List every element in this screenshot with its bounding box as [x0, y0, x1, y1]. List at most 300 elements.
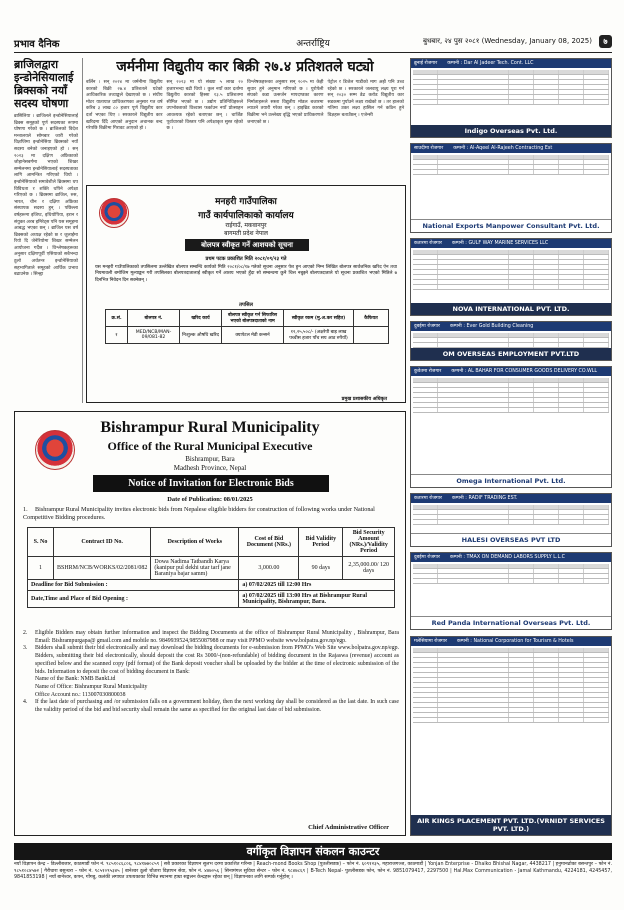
- table-cell: [584, 260, 609, 264]
- table-cell: [534, 75, 559, 79]
- table-cell: [438, 663, 509, 667]
- table-cell: [534, 505, 559, 509]
- table-cell: [413, 713, 438, 717]
- job-ad-header-text: ब्रुनाई रोजगार: [414, 61, 438, 66]
- table-cell: [559, 574, 584, 578]
- table-cell: [534, 673, 559, 677]
- notice-office-sub: गाउँ कार्यपालिकाको कार्यालय: [198, 211, 294, 221]
- table-cell: [534, 510, 559, 514]
- table-cell: [559, 505, 584, 509]
- table-cell: [534, 90, 559, 94]
- table-cell: [509, 75, 534, 79]
- table-cell: [438, 155, 509, 159]
- table-cell: [534, 688, 559, 692]
- job-ad: [410, 552, 612, 630]
- point-number: [23, 676, 35, 684]
- table-cell: [438, 398, 509, 402]
- table-cell: [584, 648, 609, 652]
- table-cell: [438, 569, 509, 573]
- table-cell: [534, 520, 559, 524]
- table-cell: [438, 658, 509, 662]
- table-header: Contract ID No.: [54, 528, 151, 557]
- table-cell: [413, 260, 438, 264]
- table-cell: [509, 408, 534, 412]
- table-cell: [559, 693, 584, 697]
- table-cell: [534, 658, 559, 662]
- table-cell: [534, 698, 559, 702]
- table-cell: [438, 520, 509, 524]
- table-cell: [413, 265, 438, 269]
- job-ad-table: [413, 505, 609, 525]
- job-ad-table: [413, 70, 609, 105]
- job-ad-header-text: कतारमा रोजगार: [414, 241, 442, 246]
- table-cell: [559, 80, 584, 84]
- table-cell: [438, 75, 509, 79]
- table-cell: [413, 255, 438, 259]
- table-cell: [534, 100, 559, 104]
- table-cell: [534, 703, 559, 707]
- table-cell: [413, 383, 438, 387]
- table-cell: [559, 688, 584, 692]
- job-ad-header: [411, 637, 611, 646]
- table-cell: [559, 673, 584, 677]
- municipality-title: Bishrampur Rural Municipality: [100, 419, 320, 436]
- table-cell: [413, 95, 438, 99]
- table-cell: [559, 683, 584, 687]
- table-cell: [413, 170, 438, 174]
- table-cell: [559, 515, 584, 519]
- job-ad: [410, 321, 612, 361]
- table-cell: [534, 170, 559, 174]
- classified-counters: नयाँ विज्ञापन केन्द्र – डिल्लीबजार, काठमाडौं फोन नं. ९८५१०८६८०६, ९८४१७७०८५९ | सबै प्रकारका विज्ञापन सुलभ दरमा प्रकाशित गरिन्छ | Reach-mond Books Shop (पुतलीसडक) – फोन नं. ६०९१२३५, महाराजगञ्ज, काठमाडौं | Yonjan Enterprise - Dhalko Bhishal Nagar, 4438217 | हनुमानढोका बसन्तपुर – फोन नं. ९८५१०८४५७२ | गैरीधारा बसुन्धरा – फोन नं. ९८५१०९५३४५ | बानेश्वर ठूलो चौतारा विज्ञापन सेवा, फोन नं. ४४७०५६ | सिनामंगल सुविधा सेन्टर – फोन नं. ९८४७८६९ | B-Tech Nepal- पुतलीसडक फोन, फोन नं. 9851079417, 2297500 | Hal.Max Communication - Jamal Kathmandu, 4224181, 4245457, 9841853198 | नयाँ बानेश्वर, कपन, गोंगबु, कलंकी लगायत उपत्यकाका विभिन्न स्थानमा हाम्रा सङ्कलन केन्द्रहरू रहेका छन् | विज्ञापनका लागि सम्पर्क गर्नुहोस् ।: [14, 862, 612, 881]
- table-cell: [559, 338, 584, 342]
- table-cell: [559, 648, 584, 652]
- table-row: [413, 408, 609, 413]
- table-cell: [509, 165, 534, 169]
- table-cell: [509, 520, 534, 524]
- notice-paragraph: यस मनहरी गाउँपालिकाको तपसिलमा उल्लेखित बोलपत्र सम्बन्धि कार्यको मिति २०८१/०८/१७ गतेको सूचना अनुसार पेश हुन आएको निम्न लिखित बोलपत्र सार्वजनिक खरिद ऐन तथा नियमावली बमोजिम मूल्याङ्कन गरी तपसिलका बोलपत्रदातालाई स्वीकृत गर्ने आशय भएको हुँदा सो सम्बन्धमा कुनै चित्त नबुझ्ने बोलपत्रदाताले यो सूचना प्रकाशित भएको मितिले ७ दिनभित्र निवेदन दिन सक्नेछन् ।: [95, 265, 397, 283]
- table-header: क्र.सं.: [106, 310, 128, 327]
- table-cell: [413, 90, 438, 94]
- table-cell: Dowa Nadima Tatbandh Karya (kanipur pul dekhi utar tarf jane Baraniya bajar samm): [151, 557, 239, 580]
- table-cell: [559, 569, 584, 573]
- table-cell: [559, 564, 584, 568]
- table-cell: [438, 564, 509, 568]
- job-ad-header: [411, 494, 611, 503]
- table-cell: 3,000.00: [239, 557, 299, 580]
- table-cell: [559, 90, 584, 94]
- table-header-row: [106, 310, 389, 327]
- notice-title: Notice of Invitation for Electronic Bids: [93, 475, 329, 492]
- table-cell: [509, 653, 534, 657]
- table-cell: [584, 663, 609, 667]
- table-cell: [509, 388, 534, 392]
- deadline-row: [28, 580, 395, 591]
- table-cell: [509, 250, 534, 254]
- table-cell: [534, 648, 559, 652]
- table-cell: [559, 155, 584, 159]
- office-province: Madhesh Province, Nepal: [173, 464, 247, 472]
- table-cell: [438, 698, 509, 702]
- table-cell: [534, 95, 559, 99]
- table-cell: [584, 250, 609, 254]
- table-cell: [559, 703, 584, 707]
- table-header: खरिद कार्य: [180, 310, 222, 327]
- table-cell: [534, 270, 559, 274]
- table-cell: [413, 338, 438, 342]
- table-cell: क्यापेटल मेडी कन्सर्न: [222, 327, 284, 344]
- table-cell: [534, 663, 559, 667]
- table-cell: [584, 574, 609, 578]
- table-cell: [509, 343, 534, 347]
- table-cell: [534, 260, 559, 264]
- office-address: Bishrampur, Bara: [185, 455, 235, 463]
- table-cell: [559, 520, 584, 524]
- table-cell: [438, 393, 509, 397]
- point-text: Office Account no.: 113007030800038: [35, 691, 126, 698]
- table-cell: 2,35,000.00/ 120 days: [343, 557, 395, 580]
- notice-publish-date: प्रथम पटक प्रकाशित मिति २०८१/०९/२३ गते: [205, 256, 287, 262]
- table-cell: [559, 668, 584, 672]
- table-cell: [438, 260, 509, 264]
- table-cell: [413, 250, 438, 254]
- table-cell: [438, 170, 509, 174]
- table-cell: [559, 70, 584, 74]
- table-cell: [584, 683, 609, 687]
- table-cell: [584, 510, 609, 514]
- table-cell: [438, 270, 509, 274]
- issue-date: बुधबार, २४ पुस २०८१ (Wednesday, January 08, 2025): [422, 37, 592, 45]
- table-cell: [509, 703, 534, 707]
- table-cell: [584, 668, 609, 672]
- table-cell: [413, 80, 438, 84]
- table-cell: [509, 95, 534, 99]
- table-cell: [509, 574, 534, 578]
- table-cell: [509, 280, 534, 284]
- table-cell: [509, 564, 534, 568]
- table-cell: [559, 383, 584, 387]
- table-cell: [559, 398, 584, 402]
- table-cell: [559, 160, 584, 164]
- table-cell: [534, 165, 559, 169]
- table-cell: [509, 70, 534, 74]
- table-cell: [438, 703, 509, 707]
- table-row: [106, 327, 389, 344]
- table-cell: [413, 275, 438, 279]
- deadline-value: a) 07/02/2025 till 12:00 Hrs: [239, 580, 395, 591]
- invitation-paragraph: [23, 506, 399, 522]
- job-ad-header-text: कम्पनी : Dar Al Jadeer Tech. Cont. LLC: [447, 61, 534, 66]
- table-cell: [438, 160, 509, 164]
- table-cell: [509, 683, 534, 687]
- table-cell: [413, 408, 438, 412]
- table-cell: [559, 170, 584, 174]
- table-cell: [584, 255, 609, 259]
- table-cell: [584, 708, 609, 712]
- table-cell: [534, 275, 559, 279]
- table-cell: [509, 383, 534, 387]
- news-column: विश्लेषकहरूका अनुसार सन् २०२५ मा केही सुधार हुने अनुमान गरिएको छ । युरोपेली संघको कडा उत्सर्जन मापदण्डका कारण निर्माताहरूले सस्ता विद्युतीय मोडल बजारमा ल्याउने तयारी गरेका छन् । हाइब्रिड कारको बिक्रीमा भने उल्लेख्य वृद्धि भएको प्राधिकरणले जनाएको छ ।: [247, 80, 324, 125]
- table-row: [413, 579, 609, 584]
- job-ad-table: [413, 250, 609, 290]
- table-header: बोलपत्र नं.: [128, 310, 180, 327]
- notice-address: राईगाउँ, मकवानपुर: [225, 222, 267, 229]
- table-cell: [559, 333, 584, 337]
- table-cell: [534, 393, 559, 397]
- job-ad-header-text: कम्पनी : Ever Gold Building Cleaning: [449, 324, 534, 329]
- table-cell: [509, 688, 534, 692]
- table-cell: [438, 708, 509, 712]
- table-cell: [584, 388, 609, 392]
- table-cell: [534, 378, 559, 382]
- agency-name: Red Panda International Overseas Pvt. Ltd.: [411, 616, 611, 629]
- list-item: [23, 630, 399, 645]
- table-cell: [534, 713, 559, 717]
- main-news-columns: [86, 80, 404, 133]
- agency-name: Indigo Overseas Pvt. Ltd.: [411, 125, 611, 137]
- table-cell: [509, 698, 534, 702]
- job-ad-header-text: मलेसियामा रोजगार: [414, 639, 447, 644]
- table-cell: [509, 515, 534, 519]
- job-ad: [410, 366, 612, 488]
- table-cell: [509, 398, 534, 402]
- notice-signature: प्रमुख प्रशासकीय अधिकृत: [341, 397, 387, 402]
- table-cell: [413, 683, 438, 687]
- table-cell: [584, 693, 609, 697]
- table-cell: [534, 408, 559, 412]
- table-cell: [413, 285, 438, 289]
- agency-name: HALESI OVERSEAS PVT LTD: [411, 533, 611, 546]
- table-cell: [438, 383, 509, 387]
- table-cell: [413, 403, 438, 407]
- table-header: Cost of Bid Document (NRs.): [239, 528, 299, 557]
- table-cell: [584, 95, 609, 99]
- table-cell: [584, 520, 609, 524]
- news-column: पेट्रोल र डिजेल गाडीको माग अझै पनि उच्च रहेको छ । सरकारले जलवायु लक्ष्य पूरा गर्न सन् २०३० सम्म डेढ करोड विद्युतीय कार सडकमा पुर्याउने लक्ष्य राखेको छ । तर हालको गतिमा उक्त लक्ष्य हासिल गर्न कठिन हुने विज्ञहरू बताउँछन् । एजेन्सी: [327, 80, 404, 118]
- table-cell: [584, 688, 609, 692]
- table-cell: [509, 505, 534, 509]
- table-cell: [584, 673, 609, 677]
- table-cell: [534, 160, 559, 164]
- table-cell: [584, 75, 609, 79]
- table-cell: [534, 155, 559, 159]
- table-cell: १: [106, 327, 128, 344]
- table-cell: [584, 270, 609, 274]
- manhari-notice: [86, 185, 406, 403]
- table-cell: [509, 265, 534, 269]
- table-cell: [559, 275, 584, 279]
- table-cell: [438, 668, 509, 672]
- agency-name: NOVA INTERNATIONAL PVT. LTD.: [411, 303, 611, 315]
- table-cell: [534, 683, 559, 687]
- table-header: Bid Validity Period: [299, 528, 343, 557]
- table-cell: [509, 708, 534, 712]
- table-cell: MED/NCB/MAN-09/081-82: [128, 327, 180, 344]
- left-news-body: ब्रासिलिया । ब्राजिलले इन्डोनेसियालाई ब्रिक्स समूहको पूर्ण सदस्यका रूपमा घोषणा गरेको छ । ब्राजिलको विदेश मन्त्रालयले सोमबार जारी गरेको विज्ञप्तिमा इन्डोनेसिया ब्रिक्सको नयाँ सदस्य बनेको जनाइएको हो । सन् २०२३ मा दक्षिण अफ्रिकाको जोहानेसबर्गमा भएको शिखर सम्मेलनमा इन्डोनेसियालाई सदस्यताका लागि आमन्त्रित गरिएको थियो । इन्डोनेसियाको समावेशीले ब्रिक्समा थप विविधता र शक्ति थपिने अपेक्षा गरिएको छ । ब्रिक्समा ब्राजिल, रुस, भारत, चीन र दक्षिण अफ्रिका संस्थापक सदस्य हुन् । पछिल्ला वर्षहरूमा इजिप्ट, इथियोपिया, इरान र संयुक्त अरब इमिरेट्स पनि यस समूहमा आबद्ध भएका छन् । ब्राजिल यस वर्ष ब्रिक्सको अध्यक्ष रहेको छ र जुलाईमा रियो दि जेनेरियोमा शिखर सम्मेलन आयोजना गर्दैछ । विश्लेषकहरूका अनुसार दक्षिणपूर्वी एसियाको सबैभन्दा ठूलो अर्थतन्त्र इन्डोनेसियाको सहभागिताले समूहको आर्थिक प्रभाव बढाउनेछ । सिन्ह्वा: [14, 114, 78, 278]
- job-ad-header: [411, 553, 611, 562]
- table-cell: [413, 388, 438, 392]
- table-cell: [509, 393, 534, 397]
- paragraph-text: Bishrampur Rural Municipality invites electronic bids from Nepalese eligible bidders for construction of following works under National Competitive Bidding procedures.: [23, 506, 375, 521]
- point-text: Name of Office: Bishrampur Rural Municipality: [35, 683, 148, 690]
- table-cell: [584, 393, 609, 397]
- table-cell: [413, 663, 438, 667]
- table-cell: [413, 333, 438, 337]
- table-cell: [559, 165, 584, 169]
- table-cell: [509, 90, 534, 94]
- table-cell: [438, 70, 509, 74]
- column-divider: [82, 58, 83, 403]
- table-cell: [438, 408, 509, 412]
- table-cell: [534, 579, 559, 583]
- point-text: Eligible Bidders may obtain further information and inspect the Bidding Documents at the office of Bishrampur Rural Municipality , Bishrampur, Bara Email: Bishrampurgapa@ gmail.com and mobile no. 9849939524,9855087988 or may visit PPMO website www.bolpatra.gov.np/egp.: [35, 630, 399, 644]
- table-cell: [438, 95, 509, 99]
- table-cell: [584, 285, 609, 289]
- table-cell: [559, 388, 584, 392]
- table-cell: [534, 85, 559, 89]
- table-header: Description of Works: [151, 528, 239, 557]
- table-cell: [584, 155, 609, 159]
- table-cell: [534, 280, 559, 284]
- job-ad-header-text: दुबईमा रोजगार: [414, 324, 440, 329]
- table-cell: [413, 718, 438, 722]
- table-cell: [438, 265, 509, 269]
- deadline-label: Deadline for Bid Submission :: [28, 580, 239, 591]
- table-cell: [584, 333, 609, 337]
- table-cell: [559, 403, 584, 407]
- table-cell: [534, 574, 559, 578]
- table-cell: [509, 333, 534, 337]
- job-ad-table: [413, 564, 609, 584]
- schedule-title: तपसिल: [239, 302, 253, 308]
- table-cell: [584, 713, 609, 717]
- table-cell: [534, 668, 559, 672]
- table-cell: [584, 505, 609, 509]
- table-header: Bid Security Amount (NRs.)/Validity Period: [343, 528, 395, 557]
- table-cell: [413, 579, 438, 583]
- table-header-row: [28, 528, 395, 557]
- table-cell: [534, 285, 559, 289]
- table-cell: [438, 574, 509, 578]
- table-cell: [534, 678, 559, 682]
- table-cell: १२,२५,५०८/- (अक्षरेपी बाह्र लाख पच्चीस हजार पाँच सय आठ रुपैयाँ): [284, 327, 354, 344]
- table-cell: [534, 250, 559, 254]
- table-header: S. No: [28, 528, 54, 557]
- list-item: [23, 645, 399, 676]
- bids-table: [27, 527, 395, 608]
- table-cell: [413, 165, 438, 169]
- table-cell: [559, 718, 584, 722]
- job-ad: [410, 493, 612, 547]
- table-cell: [438, 510, 509, 514]
- table-cell: [509, 569, 534, 573]
- opening-row: [28, 591, 395, 608]
- table-cell: [534, 564, 559, 568]
- job-ad: [410, 58, 612, 138]
- table-cell: [584, 658, 609, 662]
- table-row: [413, 170, 609, 175]
- left-news-headline: ब्राजिलद्वारा इन्डोनेसियालाई ब्रिक्सको नयाँ सदस्य घोषणा: [14, 58, 74, 110]
- table-cell: [559, 708, 584, 712]
- award-table: [105, 309, 389, 344]
- page-header: [14, 33, 612, 53]
- table-cell: [413, 160, 438, 164]
- agency-name: AIR KINGS PLACEMENT PVT. LTD.(VRNIDT SERVICES PVT. LTD.): [411, 815, 611, 835]
- table-cell: [413, 510, 438, 514]
- table-cell: [413, 688, 438, 692]
- office-title: Office of the Rural Municipal Executive: [107, 439, 313, 453]
- table-cell: [534, 383, 559, 387]
- table-cell: [413, 515, 438, 519]
- job-ad-table: [413, 648, 609, 723]
- table-cell: [559, 713, 584, 717]
- table-cell: [509, 403, 534, 407]
- table-cell: [559, 85, 584, 89]
- table-cell: [584, 403, 609, 407]
- table-cell: [509, 668, 534, 672]
- table-cell: [509, 378, 534, 382]
- table-cell: [413, 393, 438, 397]
- table-cell: [413, 155, 438, 159]
- table-cell: [438, 673, 509, 677]
- table-cell: [438, 280, 509, 284]
- point-text: If the last date of purchasing and /or submission falls on a government holiday, then the next working day shall be considered as the last date. In such case the validity period of the bid and bid security shall remain the same as specified for the original last date of bid submission.: [35, 699, 399, 714]
- table-cell: [413, 658, 438, 662]
- table-cell: [559, 75, 584, 79]
- agency-name: Omega International Pvt. Ltd.: [411, 474, 611, 487]
- table-cell: BSHRM/NCB/WORKS/02/2081/082: [54, 557, 151, 580]
- table-row: [413, 718, 609, 723]
- point-number: [23, 684, 35, 692]
- table-cell: [413, 378, 438, 382]
- table-cell: [413, 698, 438, 702]
- table-cell: [534, 80, 559, 84]
- table-cell: [584, 100, 609, 104]
- job-ad-header: [411, 322, 611, 331]
- table-row: [413, 520, 609, 525]
- table-cell: [584, 383, 609, 387]
- table-cell: [584, 70, 609, 74]
- table-cell: [413, 100, 438, 104]
- table-cell: [559, 265, 584, 269]
- table-cell: [534, 403, 559, 407]
- list-item: [23, 699, 399, 714]
- table-cell: [509, 155, 534, 159]
- table-cell: [534, 569, 559, 573]
- table-cell: निःशुल्क औषधि खरिद: [180, 327, 222, 344]
- table-cell: [509, 85, 534, 89]
- notice-signature: Chief Administrative Officer: [308, 824, 389, 831]
- job-ad-header-text: कम्पनी : Al-Aqeel Al-Rajeeh Contracting Est: [453, 146, 553, 151]
- paragraph-number: 1.: [23, 506, 28, 513]
- table-cell: [413, 520, 438, 524]
- table-cell: [559, 678, 584, 682]
- table-cell: [413, 703, 438, 707]
- table-cell: [438, 285, 509, 289]
- table-header: कैफियत: [354, 310, 389, 327]
- classified-banner: वर्गीकृत विज्ञापन संकलन काउन्टर: [14, 843, 612, 860]
- table-cell: [534, 693, 559, 697]
- table-cell: [413, 708, 438, 712]
- table-cell: [413, 280, 438, 284]
- job-ad-header: [411, 239, 611, 248]
- table-row: [28, 557, 395, 580]
- table-cell: [438, 165, 509, 169]
- notice-office-name: मनहरी गाउँपालिका: [215, 197, 277, 207]
- table-cell: [438, 683, 509, 687]
- job-ad-header: [411, 59, 611, 68]
- table-cell: 90 days: [299, 557, 343, 580]
